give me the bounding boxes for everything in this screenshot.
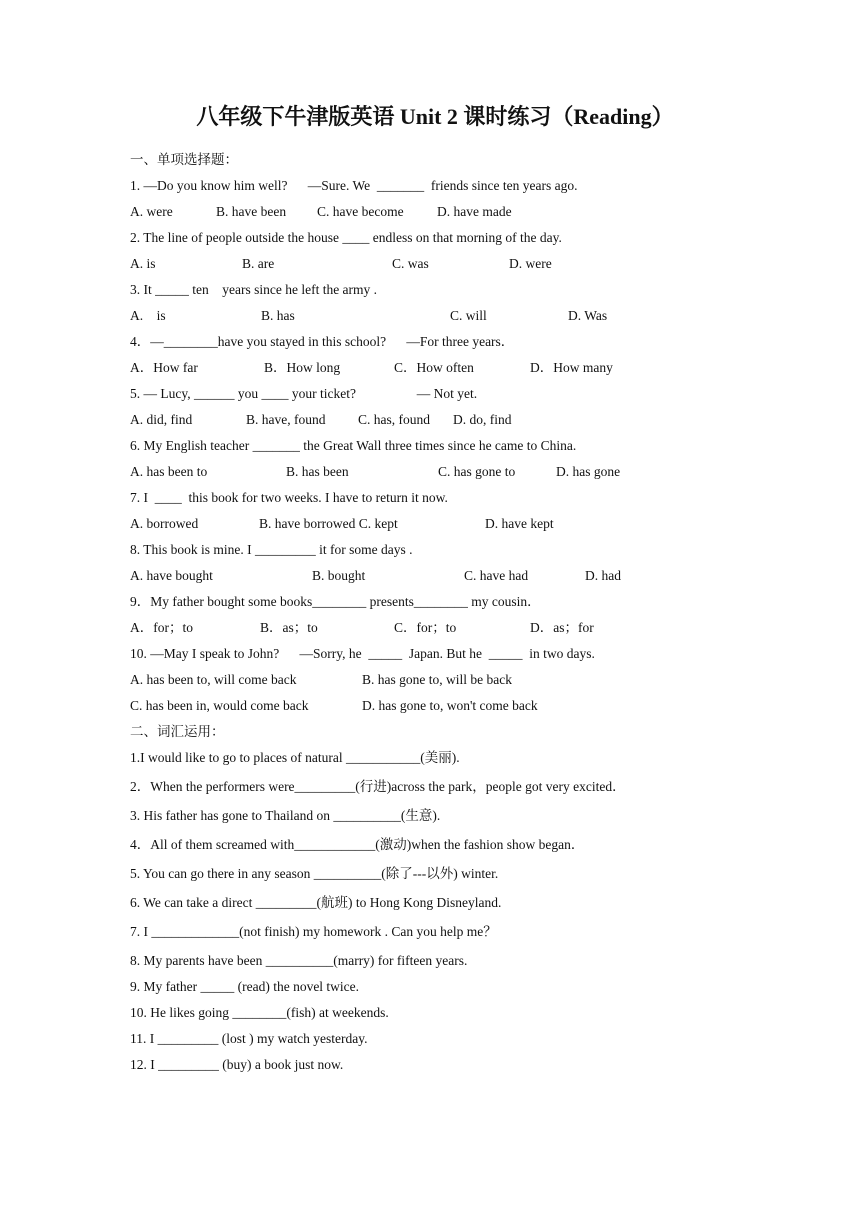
option: D．as；for bbox=[530, 620, 594, 635]
vocab-item-11: 11. I _________ (lost ) my watch yesterday. bbox=[130, 1031, 368, 1046]
option: B. have, found bbox=[246, 412, 326, 427]
question-9: 9．My father bought some books________ presents________ my cousin． bbox=[130, 594, 541, 609]
option: A. were bbox=[130, 204, 173, 219]
option: B. are bbox=[242, 256, 275, 271]
question-4-options bbox=[130, 359, 800, 377]
question-3: 3. It _____ ten years since he left the army . bbox=[130, 282, 378, 297]
vocab-item-5: 5. You can go there in any season __________(除了---以外) winter. bbox=[130, 866, 499, 881]
question-1-options bbox=[130, 203, 800, 221]
option: D. do, find bbox=[453, 412, 512, 427]
question-10: 10. —May I speak to John? —Sorry, he _____ Japan. But he _____ in two days. bbox=[130, 646, 595, 661]
multiple-choice-list bbox=[130, 177, 800, 715]
vocab-item-3: 3. His father has gone to Thailand on __________(生意). bbox=[130, 808, 441, 823]
question-3-options bbox=[130, 307, 800, 325]
option: B．as；to bbox=[260, 620, 318, 635]
option: A. borrowed bbox=[130, 516, 199, 531]
option: C. was bbox=[392, 256, 429, 271]
option: D. were bbox=[509, 256, 552, 271]
option: A. has been to, will come back bbox=[130, 672, 297, 687]
vocab-item-12: 12. I _________ (buy) a book just now. bbox=[130, 1057, 344, 1072]
question-1: 1. —Do you know him well? —Sure. We _______ friends since ten years ago. bbox=[130, 178, 578, 193]
page-title: 八年级下牛津版英语 Unit 2 课时练习（Reading） bbox=[196, 104, 674, 129]
option: C．for；to bbox=[394, 620, 457, 635]
vocab-item-8: 8. My parents have been __________(marry) for fifteen years. bbox=[130, 953, 468, 968]
option: C. have had bbox=[464, 568, 529, 583]
option: A．How far bbox=[130, 360, 198, 375]
vocabulary-list bbox=[130, 749, 800, 1074]
vocab-item-9: 9. My father _____ (read) the novel twice. bbox=[130, 979, 360, 994]
question-6: 6. My English teacher _______ the Great Wall three times since he came to China. bbox=[130, 438, 577, 453]
vocab-item-7: 7. I _____________(not finish) my homework . Can you help me？ bbox=[130, 924, 497, 939]
option: A. is bbox=[130, 256, 156, 271]
question-6-options bbox=[130, 463, 800, 481]
option: A. have bought bbox=[130, 568, 213, 583]
question-2: 2. The line of people outside the house ____ endless on that morning of the day. bbox=[130, 230, 562, 245]
option: D. have made bbox=[437, 204, 512, 219]
option: C．How often bbox=[394, 360, 474, 375]
section-heading-multiple-choice: 一、单项选择题： bbox=[130, 152, 238, 167]
option: D. has gone bbox=[556, 464, 621, 479]
question-2-options bbox=[130, 255, 800, 273]
question-8-options bbox=[130, 567, 800, 585]
option: A. has been to bbox=[130, 464, 208, 479]
question-4: 4．—________have you stayed in this school? —For three years． bbox=[130, 334, 515, 349]
vocab-item-6: 6. We can take a direct _________(航班) to Hong Kong Disneyland. bbox=[130, 895, 502, 910]
option: B. bought bbox=[312, 568, 366, 583]
option: D. has gone to, won't come back bbox=[362, 698, 538, 713]
vocab-item-2: 2．When the performers were_________(行进)across the park，people got very excited． bbox=[130, 779, 626, 794]
option: D. have kept bbox=[485, 516, 554, 531]
question-5: 5. — Lucy, ______ you ____ your ticket? — Not yet. bbox=[130, 386, 478, 401]
question-9-options bbox=[130, 619, 800, 637]
vocab-item-4: 4．All of them screamed with____________(激动)when the fashion show began． bbox=[130, 837, 585, 852]
option: B．How long bbox=[264, 360, 341, 375]
question-7-options bbox=[130, 515, 800, 533]
vocab-item-1: 1.I would like to go to places of natural ___________(美丽). bbox=[130, 750, 460, 765]
question-10-options bbox=[130, 697, 800, 715]
option: B. have borrowed C. kept bbox=[259, 516, 398, 531]
option: B. has gone to, will be back bbox=[362, 672, 512, 687]
option: C. has, found bbox=[358, 412, 430, 427]
option: C. has gone to bbox=[438, 464, 516, 479]
question-10-options bbox=[130, 671, 800, 689]
option: D．How many bbox=[530, 360, 613, 375]
option: B. has been bbox=[286, 464, 349, 479]
option: D. Was bbox=[568, 308, 608, 323]
option: C. have become bbox=[317, 204, 404, 219]
option: A．for；to bbox=[130, 620, 193, 635]
option: C. has been in, would come back bbox=[130, 698, 309, 713]
option: B. have been bbox=[216, 204, 287, 219]
question-5-options bbox=[130, 411, 800, 429]
question-8: 8. This book is mine. I _________ it for some days . bbox=[130, 542, 413, 557]
option: D. had bbox=[585, 568, 621, 583]
vocab-item-10: 10. He likes going ________(fish) at weekends. bbox=[130, 1005, 389, 1020]
option: A. is bbox=[130, 308, 166, 323]
option: A. did, find bbox=[130, 412, 193, 427]
option: C. will bbox=[450, 308, 487, 323]
section-heading-vocabulary: 二、词汇运用： bbox=[130, 724, 225, 739]
option: B. has bbox=[261, 308, 295, 323]
question-7: 7. I ____ this book for two weeks. I have to return it now. bbox=[130, 490, 448, 505]
